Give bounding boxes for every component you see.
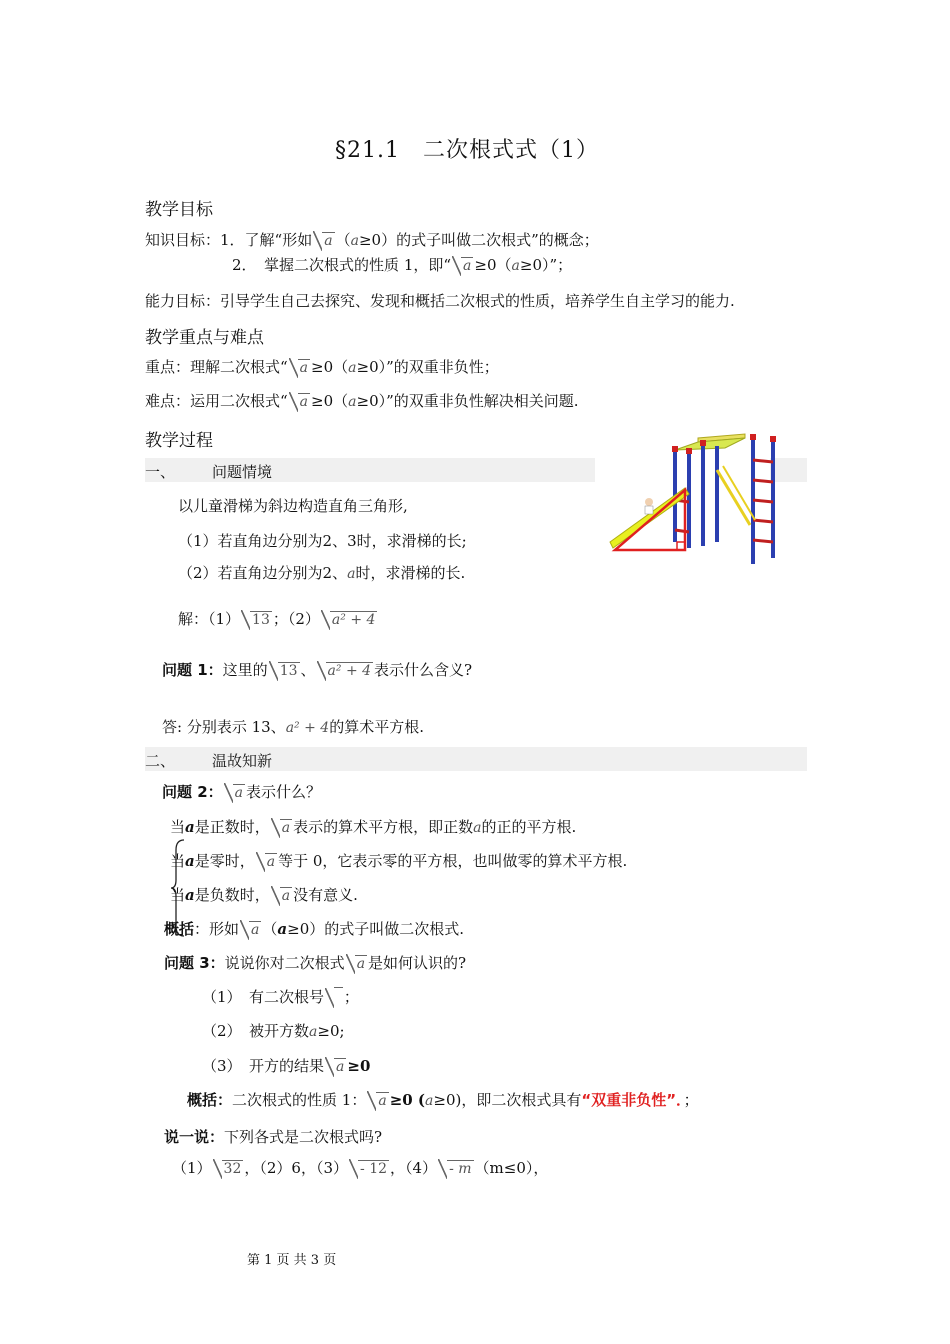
- problem-intro: 以儿童滑梯为斜边构造直角三角形,: [178, 497, 408, 515]
- summary-2: 概括：二次根式的性质 1： a ≥0 (a≥0)，即二次根式具有“双重非负性”．；: [187, 1091, 699, 1109]
- section-2-title: 温故知新: [212, 752, 273, 770]
- section-1-bar: [145, 458, 595, 482]
- problem-part-1: （1）若直角边分别为2、3时，求滑梯的长;: [178, 532, 467, 550]
- knowledge-objective-2: 2． 掌握二次根式的性质 1，即“ a ≥0（a≥0）”；: [232, 256, 573, 274]
- section-1-title: 问题情境: [212, 463, 273, 481]
- question-3: 问题 3：说说你对二次根式 a 是如何认识的?: [164, 954, 467, 972]
- process-heading: 教学过程: [145, 431, 213, 451]
- summary-1: 概括：形如 a （a≥0）的式子叫做二次根式.: [164, 920, 465, 938]
- difficult-point: 难点：运用二次根式“ a ≥0（a≥0）”的双重非负性解决相关问题.: [145, 392, 579, 410]
- case-positive: 当a是正数时， a 表示的算术平方根，即正数a的正的平方根.: [170, 818, 577, 836]
- case-negative: 当a是负数时， a 没有意义.: [170, 886, 358, 904]
- question-2: 问题 2： a 表示什么？: [162, 783, 322, 801]
- point-1: （1） 有二次根号 ；: [202, 988, 359, 1006]
- knowledge-objective-1: 知识目标：1．了解“形如 a （a≥0）的式子叫做二次根式”的概念；: [145, 231, 599, 249]
- exercise-list: （1） 32 ，（2）6，（3） - 12 ，（4） - m （m≤0），: [172, 1159, 549, 1177]
- section-2-bar: [145, 747, 807, 771]
- say-it: 说一说：下列各式是二次根式吗?: [164, 1128, 383, 1146]
- point-3: （3） 开方的结果 a ≥0: [202, 1057, 371, 1075]
- section-1-number: 一、: [145, 463, 176, 481]
- keypoints-heading: 教学重点与难点: [145, 328, 264, 348]
- ability-objective: 能力目标：引导学生自己去探究、发现和概括二次根式的性质，培养学生自主学习的能力.: [145, 292, 735, 310]
- answer-1: 答: 分别表示 13、a² + 4的算术平方根.: [162, 718, 424, 736]
- case-zero: 当a是零时， a 等于 0，它表示零的平方根，也叫做零的算术平方根.: [170, 852, 628, 870]
- point-2: （2） 被开方数a≥0;: [202, 1022, 345, 1040]
- problem-part-2: （2）若直角边分别为2、a时，求滑梯的长.: [178, 564, 466, 582]
- question-1: 问题 1：这里的 13 、 a² + 4 表示什么含义?: [162, 661, 473, 679]
- key-point: 重点：理解二次根式“ a ≥0（a≥0）”的双重非负性；: [145, 358, 499, 376]
- objectives-heading: 教学目标: [145, 200, 213, 220]
- section-2-number: 二、: [145, 752, 176, 770]
- solution: 解：（1） 13 ；（2） a² + 4: [178, 610, 376, 628]
- page-footer: 第 1 页 共 3 页: [247, 1253, 337, 1268]
- playground-slide-illustration: [605, 430, 780, 570]
- page-title: §21.1 二次根式式（1）: [335, 138, 599, 163]
